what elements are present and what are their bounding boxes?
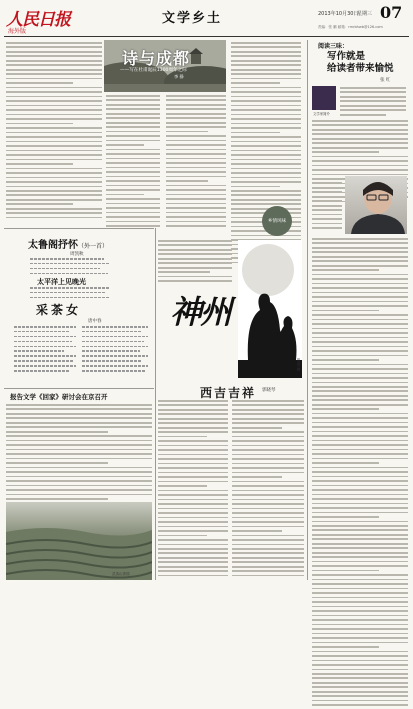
report-rule [4, 388, 154, 389]
section-title: 文学乡土 [162, 11, 223, 26]
essay-text-col2 [232, 400, 304, 579]
tea-garden-caption: 武夷山茶园 [112, 572, 130, 576]
edition-label: 海外版 [8, 28, 27, 35]
column-title: 写作就是 给读者带来愉悦 [327, 51, 394, 74]
profile-text [340, 87, 406, 118]
essay-text-col1 [158, 400, 228, 579]
feature-subtitle: ——写在杜甫诞辰1300周年之际 [120, 68, 187, 73]
column-divider [307, 40, 308, 580]
author-portrait [345, 176, 407, 234]
feature-text-col2 [166, 95, 226, 230]
feature-photo [104, 40, 226, 92]
lead-article-text [6, 42, 102, 221]
column-series: 阅读三味： [318, 43, 349, 50]
feature-text-col3 [231, 42, 301, 266]
column-author: 张 红 [380, 78, 391, 83]
poem1-body [30, 258, 110, 278]
poems-rule [4, 228, 154, 229]
issue-date: 2013年10月30日 [318, 11, 359, 17]
poem2-body [30, 287, 110, 302]
poem3-body-right [82, 326, 148, 375]
column-text-bottom [312, 238, 408, 709]
author-profile-box [312, 86, 336, 110]
poem1-title-suffix: （外一首） [78, 243, 109, 250]
stamp-label: 乡情风味 [268, 219, 286, 224]
column-text-side [312, 178, 342, 232]
feature-stamp [262, 206, 292, 236]
profile-label: 文学家简介 [313, 112, 330, 116]
masthead [0, 0, 413, 40]
tea-garden-photo [6, 502, 152, 580]
poem3-title: 采茶女 [36, 303, 82, 317]
essay-art-title: 神州 [170, 293, 231, 331]
report-title: 报告文学《回家》研讨会在京召开 [10, 393, 108, 401]
poem1-author: 周凯秋 [70, 252, 84, 257]
essay-intro-text [158, 240, 232, 285]
poem3-author: 唐中春 [88, 319, 102, 324]
essay-author: 郭晓琴 [262, 388, 276, 393]
page-number: 07 [380, 3, 403, 22]
poem1-title-main: 太鲁阁抒怀 [28, 240, 78, 251]
feature-title: 诗与成都 [122, 49, 191, 68]
feature-author: 李 静 [174, 74, 184, 79]
author-portrait-image [345, 176, 407, 234]
essay-photo-credit: 夏 勇 摄 [297, 358, 301, 371]
poem2-title: 太平洋上见晚光 [37, 277, 86, 286]
left-column-divider [155, 228, 156, 580]
essay-silhouette-photo [238, 240, 302, 378]
tea-garden-image [6, 502, 152, 580]
masthead-rule [4, 36, 409, 37]
issue-weekday: 星期三 [357, 11, 373, 17]
essay-title: 西吉吉祥 [200, 386, 257, 400]
editor-line: 责编：张 鹏 邮箱：rmrbhwb@126.com [318, 25, 383, 29]
poem3-body-left [14, 326, 76, 375]
report-text [6, 404, 152, 503]
feature-text-col1 [106, 95, 160, 230]
newspaper-logo: 人民日报 [6, 10, 70, 30]
poem1-title [28, 236, 108, 251]
silhouette-image [238, 240, 302, 378]
